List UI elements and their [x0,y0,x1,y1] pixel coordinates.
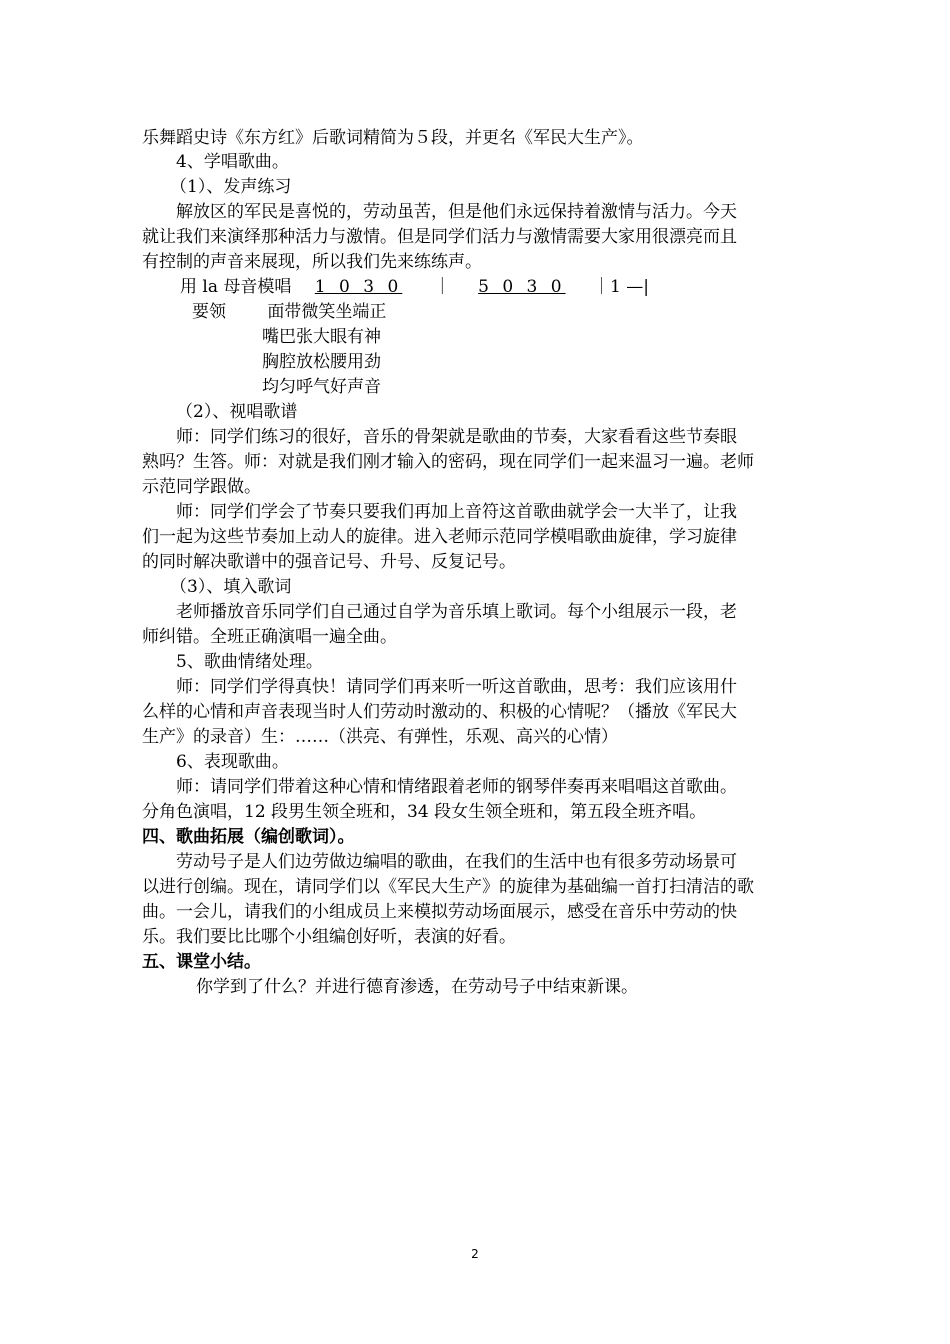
paragraph-line: 师：同学们练习的很好，音乐的骨架就是歌曲的节奏，大家看看这些节奏眼 [176,427,737,447]
paragraph-line: 生产》的录音）生：……（洪亮、有弹性，乐观、高兴的心情） [142,727,618,747]
tips-label: 要领 [192,302,226,322]
paragraph-line: 师：同学们学会了节奏只要我们再加上音符这首歌曲就学会一大半了，让我 [176,502,737,522]
tip-item: 均匀呼气好声音 [262,377,381,397]
notation-ending: ｜1 —| [592,277,649,297]
tip-item: 胸腔放松腰用劲 [262,352,381,372]
tips-line [192,300,386,324]
summary-line: 你学到了什么？并进行德育渗透，在劳动号子中结束新课。 [196,977,638,997]
paragraph-line: 曲。一会儿，请我们的小组成员上来模拟劳动场面展示，感受在音乐中劳动的快 [142,902,737,922]
notation-group-1: 1 0 3 0 [314,277,403,297]
paragraph-line: 熟吗？生答。师：对就是我们刚才输入的密码，现在同学们一起来温习一遍。老师 [142,452,754,472]
heading-summary: 五、课堂小结。 [142,952,261,972]
paragraph-line: 就让我们来演绎那种活力与激情。但是同学们活力与激情需要大家用很漂亮而且 [142,227,737,247]
section-step-5: 5、歌曲情绪处理。 [176,652,323,672]
notation-group-2: 5 0 3 0 [478,277,566,297]
paragraph-line: 的同时解决歌谱中的强音记号、升号、反复记号。 [142,552,516,572]
paragraph-line: 示范同学跟做。 [142,477,261,497]
paragraph-line: 劳动号子是人们边劳做边编唱的歌曲，在我们的生活中也有很多劳动场景可 [176,852,737,872]
paragraph-line: 师：同学们学得真快！请同学们再来听一听这首歌曲，思考：我们应该用什 [176,677,737,697]
section-step-4: 4、学唱歌曲。 [176,152,289,172]
paragraph-line: 师纠错。全班正确演唱一遍全曲。 [142,627,397,647]
paragraph-line: 乐。我们要比比哪个小组编创好听，表演的好看。 [142,927,516,947]
page-number: 2 [471,1247,479,1261]
paragraph-line: 有控制的声音来展现，所以我们先来练练声。 [142,252,482,272]
paragraph-line: 乐舞蹈史诗《东方红》后歌词精简为５段，并更名《军民大生产》。 [142,128,644,148]
paragraph-line: 解放区的军民是喜悦的，劳动虽苦，但是他们永远保持着激情与活力。今天 [176,202,737,222]
paragraph-line: 分角色演唱，12 段男生领全班和，34 段女生领全班和，第五段全班齐唱。 [142,802,707,822]
paragraph-line: 们一起为这些节奏加上动人的旋律。进入老师示范同学模唱歌曲旋律，学习旋律 [142,527,737,547]
tip-item: 面带微笑坐端正 [267,302,387,322]
subsection-fill-lyrics: （3）、填入歌词 [170,577,292,597]
section-step-6: 6、表现歌曲。 [176,752,289,772]
subsection-sight-singing: （2）、视唱歌谱 [176,402,298,422]
paragraph-line: 师：请同学们带着这种心情和情绪跟着老师的钢琴伴奏再来唱唱这首歌曲。 [176,777,737,797]
exercise-intro: 用 la 母音模唱 [180,277,292,297]
paragraph-line: 么样的心情和声音表现当时人们劳动时激动的、积极的心情呢？（播放《军民大 [142,702,737,722]
heading-extension: 四、歌曲拓展（编创歌词）。 [142,827,355,847]
tip-item: 嘴巴张大眼有神 [262,327,381,347]
bar-separator: ｜ [433,277,451,297]
subsection-vocal-practice: （1）、发声练习 [170,177,292,197]
paragraph-line: 老师播放音乐同学们自己通过自学为音乐填上歌词。每个小组展示一段，老 [176,602,737,622]
paragraph-line: 以进行创编。现在，请同学们以《军民大生产》的旋律为基础编一首打扫清洁的歌 [142,877,754,897]
vocal-exercise-line [180,275,649,299]
